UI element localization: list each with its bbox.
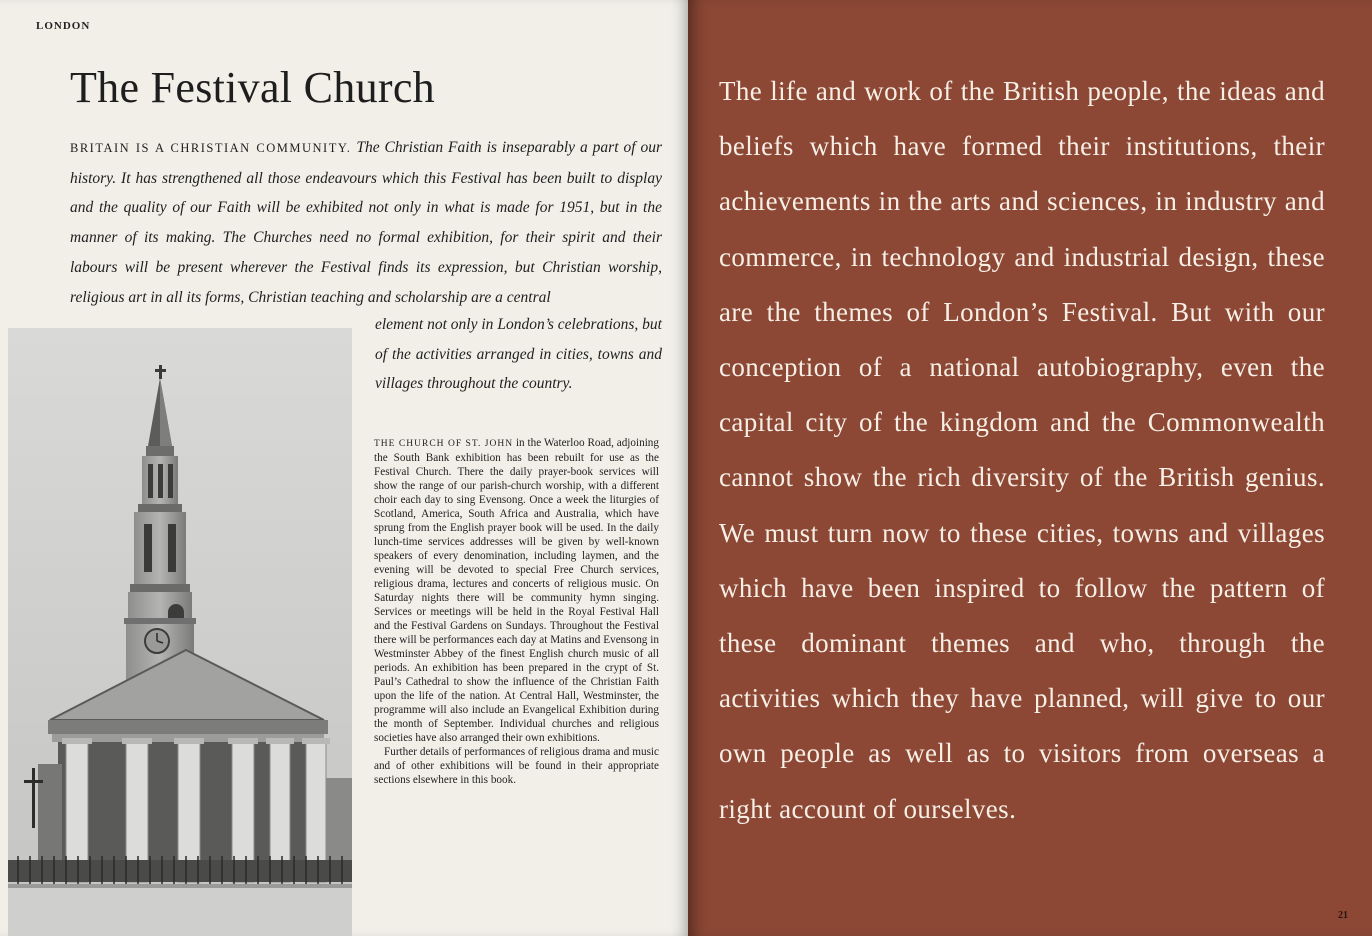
running-head: LONDON <box>36 20 91 32</box>
caption-paragraph <box>374 436 659 745</box>
page-number: 21 <box>1338 910 1348 921</box>
intro-paragraph <box>70 133 662 312</box>
intro-text: The Christian Faith is inseparably a part of our history. It has strengthened all those endeavours which this Festival has been built to display and the quality of our Faith will be exhibited not only in what is made for 1951, but in the manner of its making. The Churches need no formal exhibition, for their spirit and their labours will be present wherever the Festival finds its expression, but Christian worship, religious art in all its forms, Christian teaching and scholarship are a central <box>70 139 662 306</box>
intro-lead: BRITAIN IS A CHRISTIAN COMMUNITY. <box>70 141 352 155</box>
right-page <box>688 0 1372 936</box>
caption-footer: Further details of performances of religious drama and music and of other exhibitions will be found in their appropriate sections elsewhere in this book. <box>374 746 659 786</box>
church-photo <box>8 328 352 936</box>
church-illustration <box>8 328 352 936</box>
intro-continuation: element not only in London’s celebrations, but of the activities arranged in cities, towns and villages throughout the country. <box>375 316 662 393</box>
caption-body: in the Waterloo Road, adjoining the South Bank exhibition has been rebuilt for use as the Festival Church. There the daily prayer-book services will show the range of our parish-church worship, with a different choir each day to sing Evensong. Once a week the liturgies of Scotland, America, South Africa and Australia, which have sprung from the English prayer book will be used. In the daily lunch-time services addresses will be given by well-known speakers of every denomination, including laymen, and the evening will be devoted to special Free Church services, religious drama, lectures and concerts of religious music. On Saturday nights there will be community hymn singing. Services or meetings will be held in the Royal Festival Hall and the Festival Gardens on Sundays. Throughout the Festival there will be performances each day at Matins and Evensong in Westminster Abbey of the finest English church music of all periods. An exhibition has been prepared in the crypt of St. Paul’s Cathedral to show the influence of the Christian Faith upon the life of the nation. At Central Hall, Westminster, the programme will also include an Evangelical Exhibition during the month of September. Individual churches and religious societies have also arranged their own exhibitions. <box>374 437 659 744</box>
caption-lead: THE CHURCH OF ST. JOHN <box>374 439 514 449</box>
photo-caption <box>374 436 659 787</box>
page-title: The Festival Church <box>70 63 435 112</box>
feature-text: The life and work of the British people, the ideas and beliefs which have formed their institutions, their achievements in the arts and sciences, in industry and commerce, in technology and industrial design, these are the themes of London’s Festival. But with our conception of a national autobiography, even the capital city of the kingdom and the Commonwealth cannot show the rich diversity of the British genius. We must turn now to these cities, towns and villages which have been inspired to follow the pattern of these dominant themes and who, through the activities which they have planned, will give to our own people as well as to visitors from overseas a right account of ourselves. <box>719 76 1325 824</box>
